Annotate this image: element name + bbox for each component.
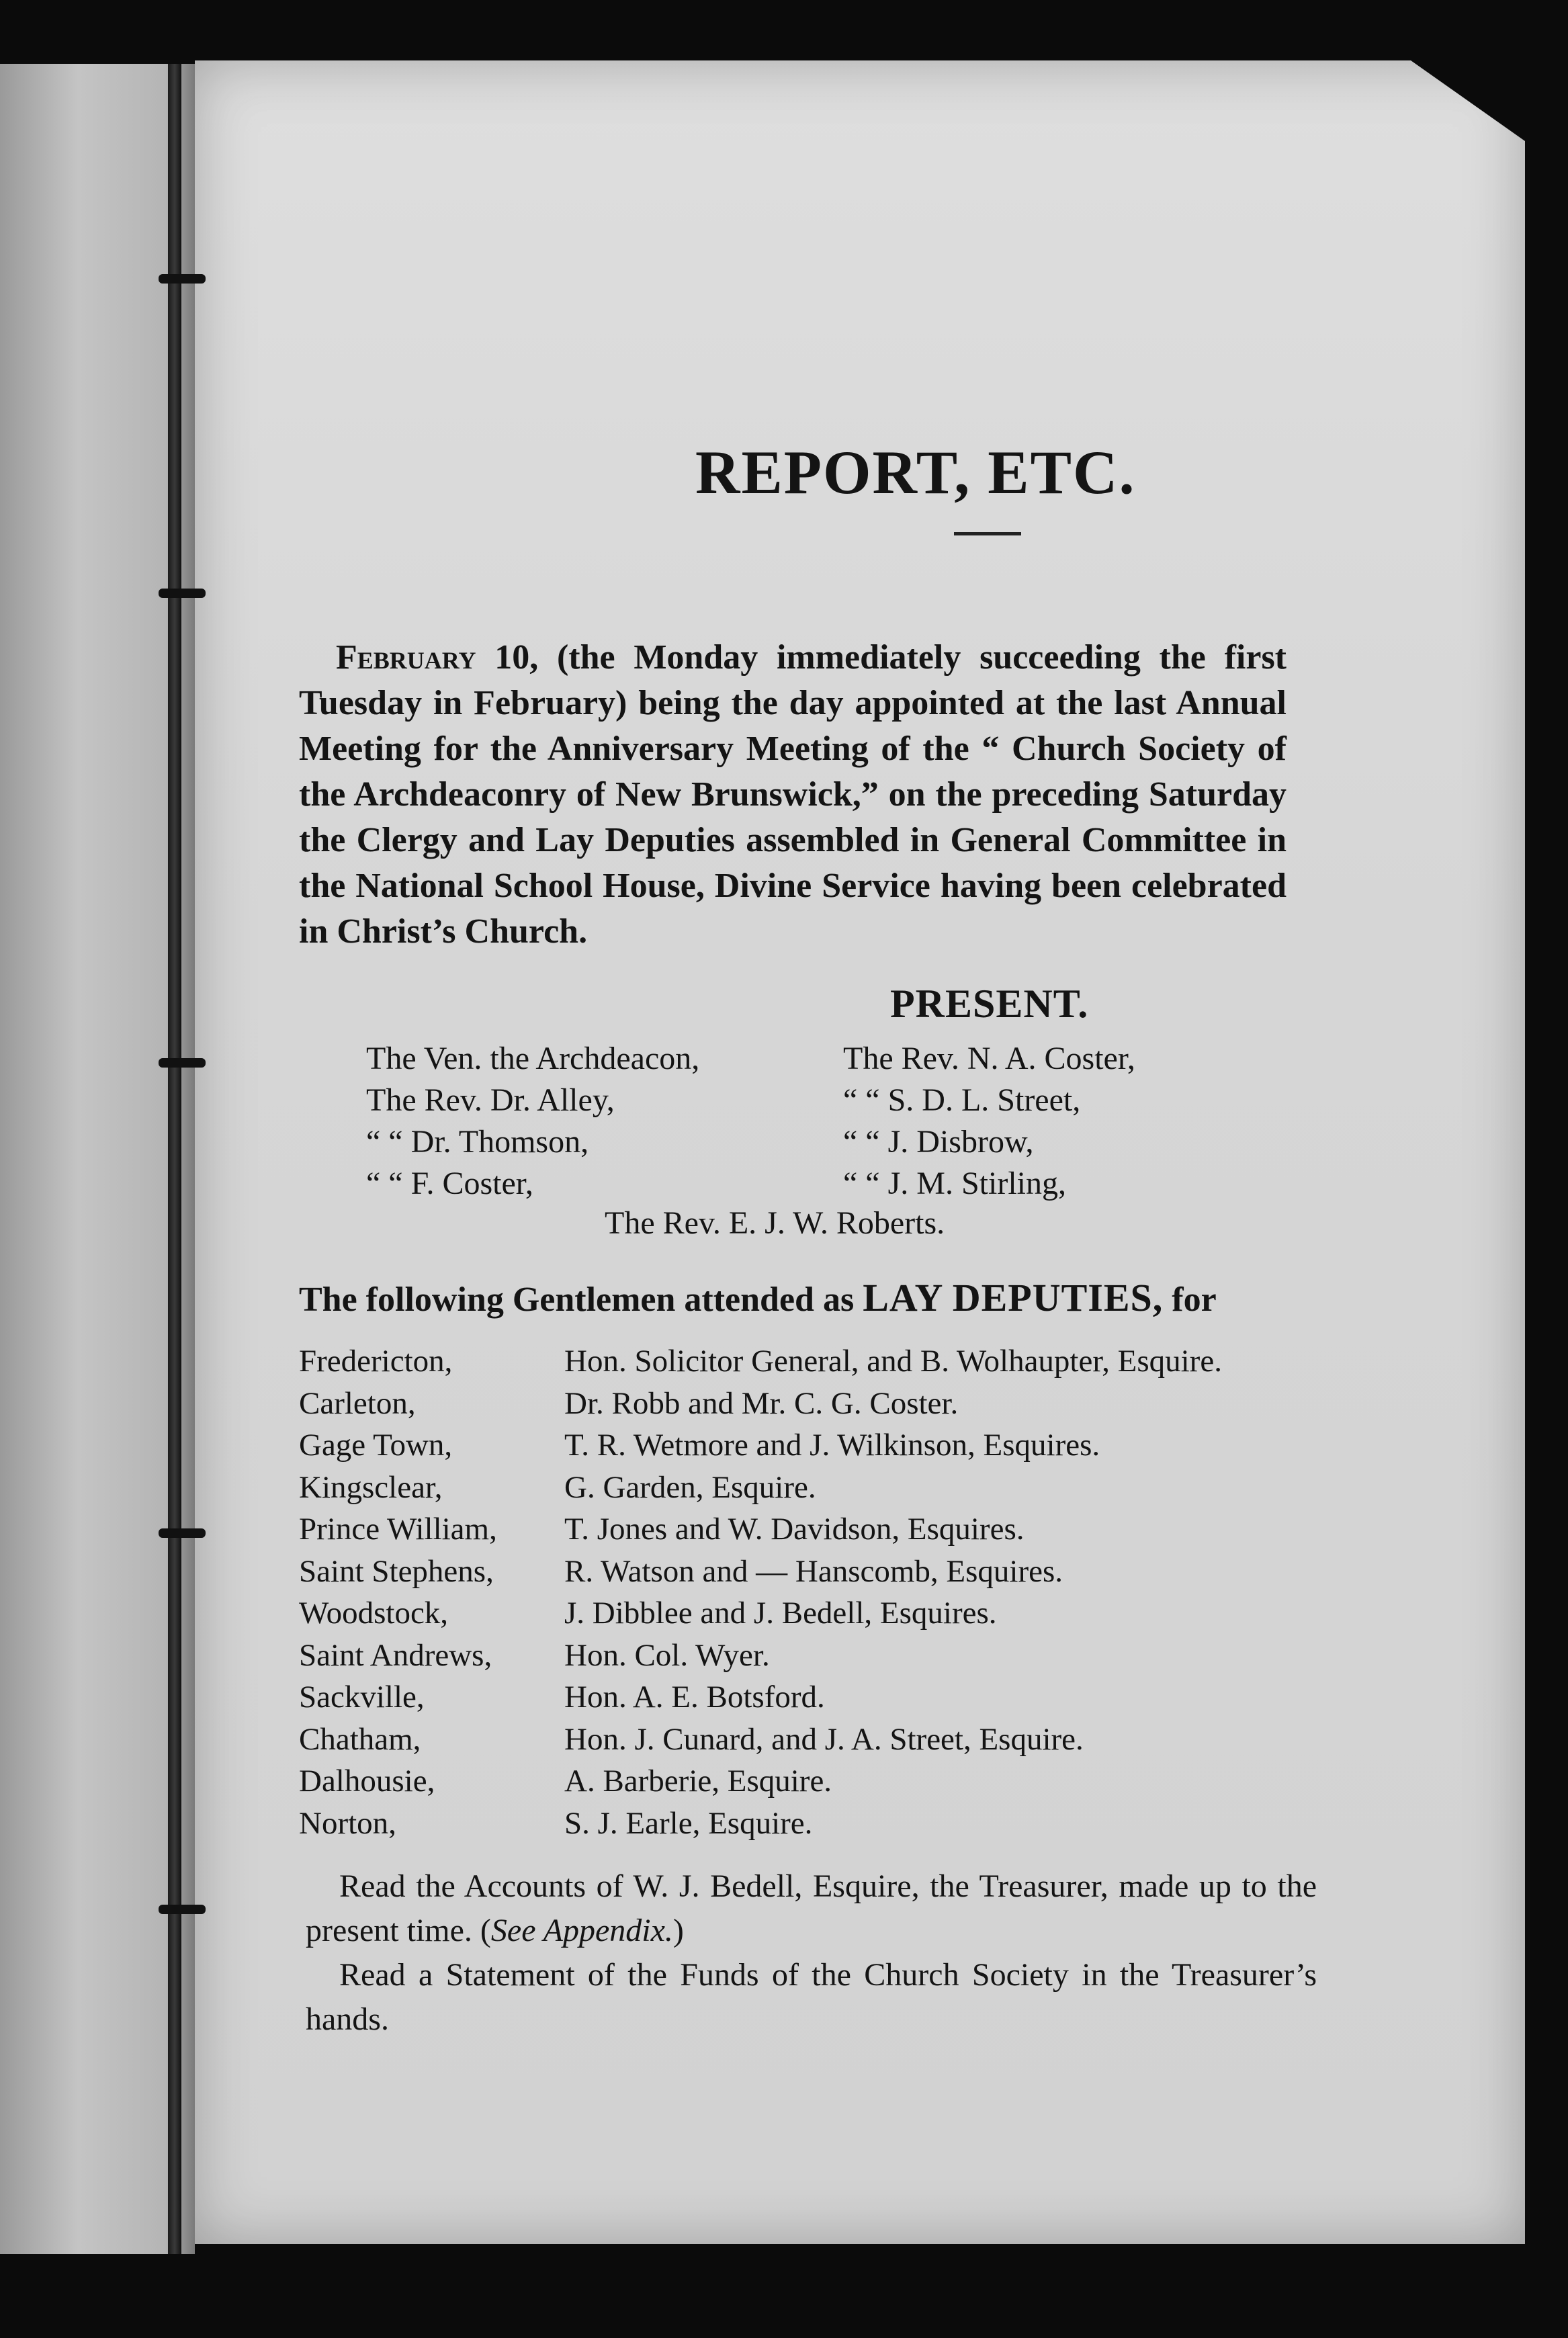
deputy-place: Sackville, [299,1680,425,1715]
closing-paragraph-accounts [306,1864,1317,1953]
deputy-names: J. Dibblee and J. Bedell, Esquires. [564,1596,997,1631]
deputy-row [299,1467,1347,1509]
present-item: “ “ S. D. L. Street, [843,1082,1081,1118]
deputy-place: Kingsclear, [299,1469,443,1505]
deputy-place: Dalhousie, [299,1764,435,1799]
deputy-row [299,1424,1347,1467]
deputy-names: A. Barberie, Esquire. [564,1764,832,1799]
binding-spine [168,64,181,2254]
deputy-names: T. Jones and W. Davidson, Esquires. [564,1512,1025,1547]
present-item: The Ven. the Archdeacon, [366,1041,700,1076]
closing-paragraph-statement: Read a Statement of the Funds of the Church Society in the Treasurer’s hands. [306,1957,1317,2037]
deputy-row [299,1760,1347,1803]
lay-deputies-heading [299,1275,1217,1320]
deputy-names: Hon. A. E. Botsford. [564,1680,825,1715]
lay-heading-emphasis: LAY DEPUTIES, [863,1276,1164,1319]
deputy-names: S. J. Earle, Esquire. [564,1805,813,1841]
deputy-row [299,1676,1347,1719]
deputy-row [299,1383,1347,1425]
deputy-row [299,1508,1347,1551]
present-item: “ “ F. Coster, [366,1166,533,1201]
binding-stitch [159,1905,206,1914]
deputy-names: G. Garden, Esquire. [564,1469,816,1505]
intro-paragraph [299,635,1287,955]
binding-stitch [159,1528,206,1538]
present-last-item: The Rev. E. J. W. Roberts. [605,1205,945,1241]
deputy-names: R. Watson and — Hanscomb, Esquires. [564,1553,1063,1589]
accounts-text: Read the Accounts of W. J. Bedell, Esquire, the Treasurer, made up to the present time. ( [306,1868,1317,1948]
binding-stitch [159,1058,206,1068]
appendix-reference: See Appendix. [490,1913,673,1948]
previous-page-edge [0,64,195,2254]
intro-text: 10, (the Monday immediately succeeding the first Tuesday in February) being the day appointed at the last Annual Meeting for the Anniversary Meeting of the “ Church Society of the Archdeaconry of New Brunswick,” on the preceding Saturday the Clergy and Lay Deputies assembled in General Committee in the National School House, Divine Service having been celebrated in Christ’s Church. [299,638,1287,951]
deputy-place: Gage Town, [299,1428,453,1463]
deputies-list [299,1340,1347,1844]
deputy-row [299,1719,1347,1761]
deputy-place: Norton, [299,1805,396,1841]
deputy-place: Chatham, [299,1721,421,1757]
deputy-place: Saint Andrews, [299,1637,492,1673]
deputy-row [299,1551,1347,1593]
lay-heading-post: for [1163,1281,1217,1319]
deputy-names: Hon. J. Cunard, and J. A. Street, Esquire. [564,1721,1084,1757]
deputy-names: Hon. Solicitor General, and B. Wolhaupter, Esquire. [564,1344,1222,1379]
lay-heading-pre: The following Gentlemen attended as [299,1281,863,1319]
present-item: The Rev. Dr. Alley, [366,1082,615,1118]
title-rule [954,532,1021,535]
present-item: “ “ J. Disbrow, [843,1124,1034,1160]
present-heading: PRESENT. [890,982,1089,1026]
deputy-names: T. R. Wetmore and J. Wilkinson, Esquires. [564,1428,1100,1463]
present-item: The Rev. N. A. Coster, [843,1041,1135,1076]
accounts-end: ) [672,1913,684,1948]
deputy-place: Woodstock, [299,1596,449,1631]
deputy-row [299,1340,1347,1383]
closing-paragraphs [306,1864,1317,2042]
deputy-place: Fredericton, [299,1344,453,1379]
torn-corner [1411,60,1525,141]
page-title: REPORT, ETC. [695,438,1136,507]
deputy-names: Hon. Col. Wyer. [564,1637,770,1673]
document-page [195,60,1525,2244]
deputy-names: Dr. Robb and Mr. C. G. Coster. [564,1385,959,1421]
binding-stitch [159,589,206,598]
present-item: “ “ J. M. Stirling, [843,1166,1066,1201]
deputy-row [299,1592,1347,1635]
present-left-column [366,1038,783,1205]
deputy-row [299,1803,1347,1845]
deputy-row [299,1635,1347,1677]
deputy-place: Carleton, [299,1385,416,1421]
present-item: “ “ Dr. Thomson, [366,1124,589,1160]
deputy-place: Prince William, [299,1512,497,1547]
deputy-place: Saint Stephens, [299,1553,494,1589]
intro-lead: February [336,638,476,677]
binding-stitch [159,274,206,284]
present-right-column [843,1038,1287,1205]
